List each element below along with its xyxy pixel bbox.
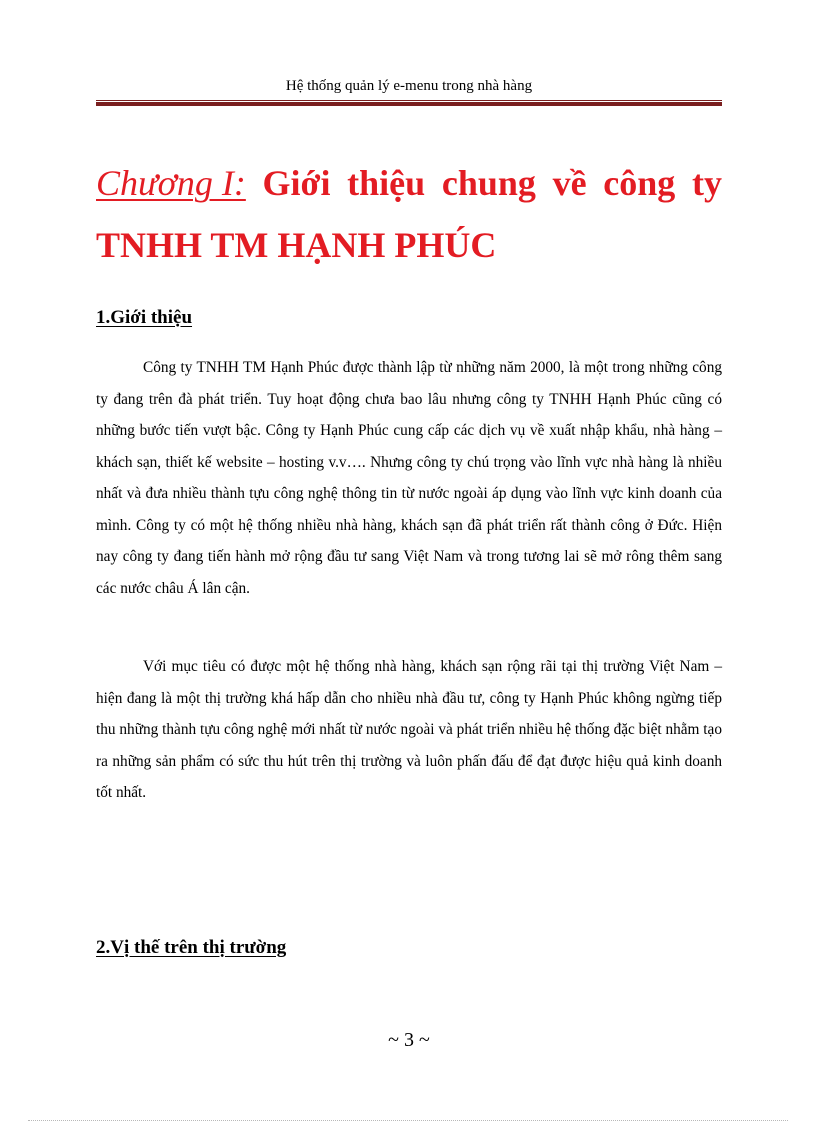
- page-bottom-divider: [28, 1120, 788, 1121]
- chapter-title: [96, 152, 722, 276]
- page-number: ~ 3 ~: [388, 1029, 430, 1051]
- chapter-title-word: về: [552, 163, 587, 203]
- chapter-title-word: ty: [691, 163, 722, 203]
- chapter-title-word: thiệu: [347, 163, 426, 203]
- section-heading-introduction: 1.Giới thiệu: [96, 307, 193, 328]
- running-header: Hệ thống quản lý e-menu trong nhà hàng: [285, 78, 533, 94]
- chapter-title-word: chung: [441, 163, 536, 203]
- section-heading-market-position: 2.Vị thế trên thị trường: [96, 937, 287, 958]
- chapter-title-word: công: [603, 163, 676, 203]
- body-paragraph: Công ty TNHH TM Hạnh Phúc được thành lập từ những năm 2000, là một trong những công ty đang trên đà phát triển. Tuy hoạt động chưa bao lâu nhưng công ty TNHH Hạnh Phúc cũng có những bước tiến vượt bậc. Công ty Hạnh Phúc cung cấp các dịch vụ về xuất nhập khẩu, nhà hàng – khách sạn, thiết kế website – hosting v.v…. Nhưng công ty chú trọng vào lĩnh vực nhà hàng là nhiều nhất và đưa nhiều thành tựu công nghệ thông tin từ nước ngoài áp dụng vào lĩnh vực kinh doanh của mình. Công ty có một hệ thống nhiều nhà hàng, khách sạn đã phát triển rất thành công ở Đức. Hiện nay công ty đang tiến hành mở rộng đầu tư sang Việt Nam và trong tương lai sẽ mở rông thêm sang các nước châu Á lân cận.: [96, 359, 722, 597]
- chapter-label: Chương I:: [96, 163, 246, 203]
- chapter-title-word: Giới: [262, 163, 331, 203]
- chapter-title-line2: TNHH TM HẠNH PHÚC: [96, 225, 497, 265]
- header-divider: [96, 100, 722, 106]
- body-paragraph: Với mục tiêu có được một hệ thống nhà hàng, khách sạn rộng rãi tại thị trường Việt Nam – hiện đang là một thị trường khá hấp dẫn cho nhiều nhà đầu tư, công ty Hạnh Phúc không ngừng tiếp thu những thành tựu công nghệ mới nhất từ nước ngoài và phát triển nhiều hệ thống đặc biệt nhằm tạo ra những sản phẩm có sức thu hút trên thị trường và luôn phấn đấu để đạt được hiệu quả kinh doanh tốt nhất.: [96, 658, 722, 801]
- chapter-title-line1: [96, 152, 722, 214]
